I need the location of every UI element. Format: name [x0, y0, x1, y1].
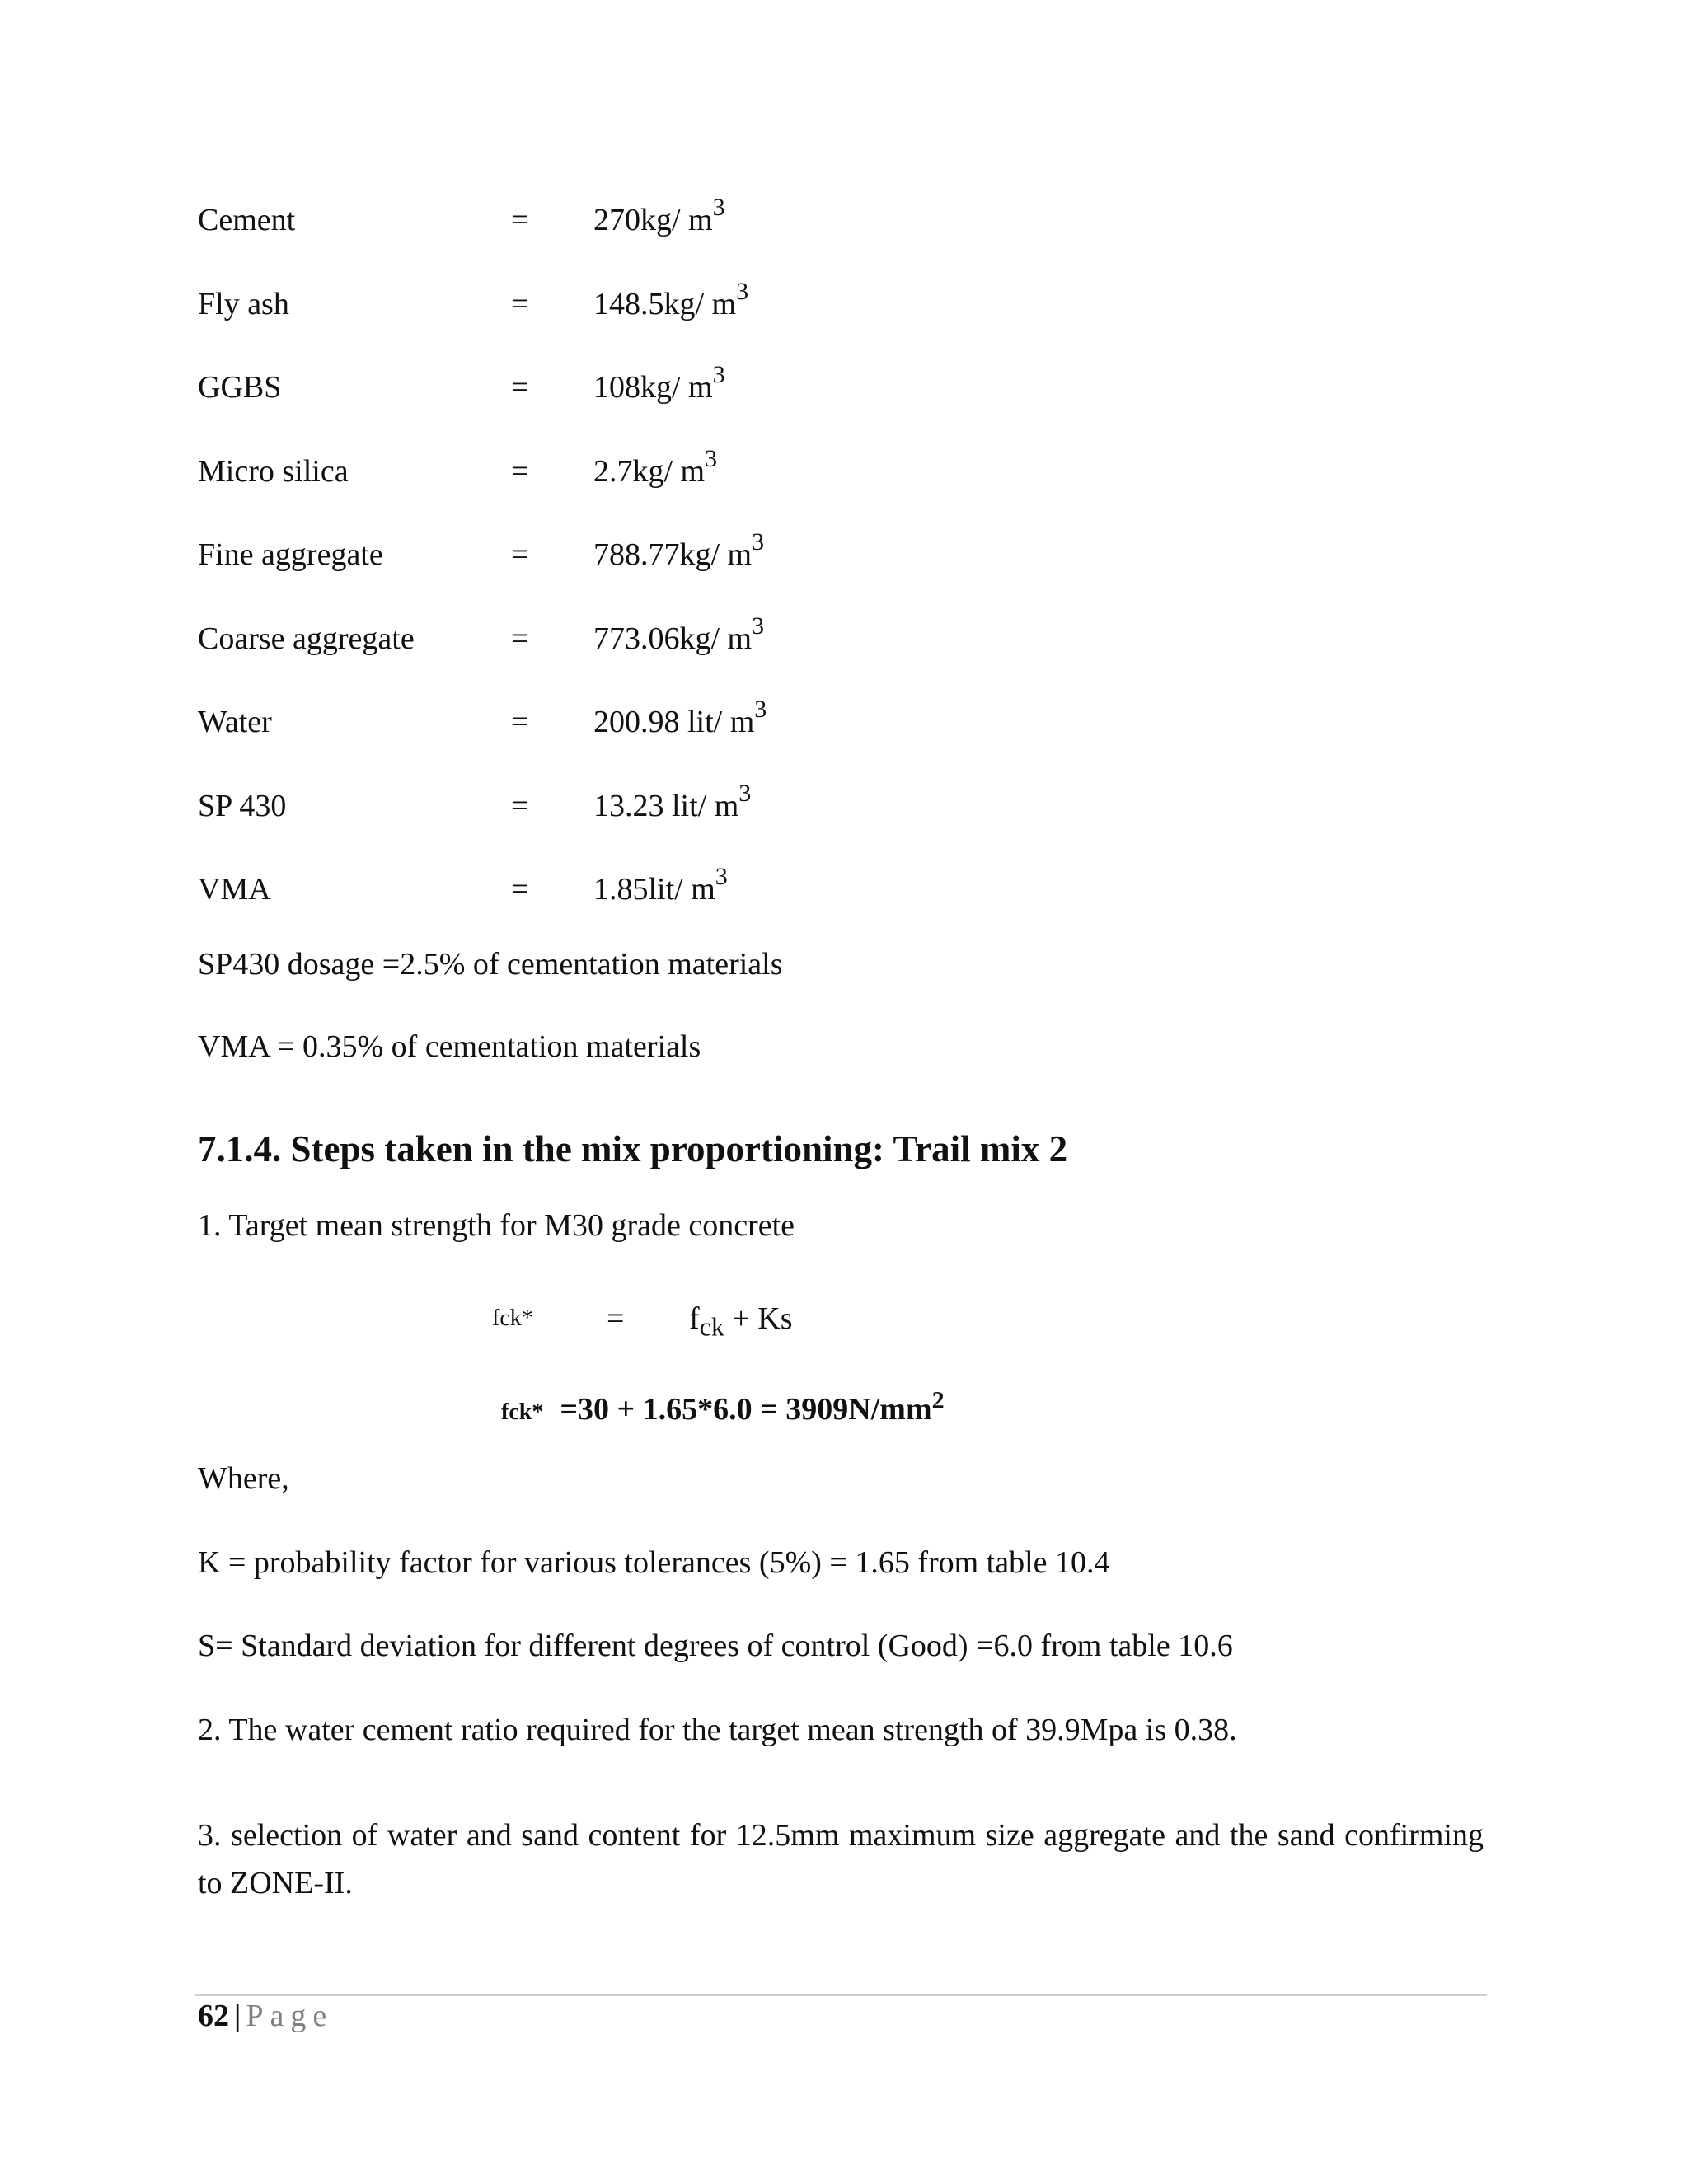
material-name: Cement: [198, 203, 296, 237]
vma-dosage-line: VMA = 0.35% of cementation materials: [198, 1029, 701, 1064]
equals-sign: =: [511, 203, 529, 237]
equals-sign: =: [511, 454, 529, 489]
material-name: SP 430: [198, 789, 287, 823]
material-value: 788.77kg/ $m^3$: [593, 528, 765, 572]
equals-sign: =: [511, 872, 529, 907]
formula-lhs: fck*: [492, 1305, 533, 1331]
material-value: 773.06kg/ $m^3$: [593, 612, 765, 656]
sp430-dosage-line: SP430 dosage =2.5% of cementation materials: [198, 947, 783, 982]
page-label: Page: [246, 1999, 334, 2033]
k-definition: K = probability factor for various tolerances (5%) = 1.65 from table 10.4: [198, 1545, 1110, 1580]
formula-lhs: fck*: [501, 1399, 544, 1425]
exponent: 3: [715, 863, 728, 891]
exponent: 3: [752, 528, 765, 556]
formula-rhs: $f_{ck} + Ks$: [689, 1301, 793, 1342]
material-name: Water: [198, 705, 272, 739]
section-heading: 7.1.4. Steps taken in the mix proportioning: Trail mix 2: [198, 1128, 1068, 1169]
exponent: 3: [705, 445, 718, 473]
material-row: [198, 437, 1517, 494]
formula-rhs: =30 + 1.65*6.0 = 3909N/mm: [560, 1392, 932, 1427]
exponent: 3: [712, 361, 725, 389]
step-3-text: 3. selection of water and sand content for 12.5mm maximum size aggregate and the sand confirming to ZONE-II.: [198, 1818, 1484, 1900]
step-2-text: 2. The water cement ratio required for the target mean strength of 39.9Mpa is 0.38.: [198, 1713, 1237, 1747]
footer-separator: |: [234, 1999, 241, 2033]
material-name: Fine aggregate: [198, 537, 383, 572]
where-label: Where,: [198, 1461, 289, 1496]
material-row: [198, 185, 1517, 243]
material-row: [198, 855, 1517, 912]
footer-divider: [195, 1994, 1487, 1996]
equals-sign: =: [511, 537, 529, 572]
equals-sign: =: [511, 370, 529, 405]
material-name: Micro silica: [198, 454, 349, 489]
equals-sign: =: [511, 789, 529, 823]
material-name: Coarse aggregate: [198, 621, 415, 656]
equals-sign: =: [511, 621, 529, 656]
material-name: GGBS: [198, 370, 282, 405]
exponent: 3: [738, 780, 752, 808]
equals-sign: =: [511, 287, 529, 321]
page-footer: [198, 1998, 333, 2034]
material-value: 13.23 lit/ $m^3$: [593, 780, 752, 823]
material-row: [198, 353, 1517, 410]
material-value: 1.85lit/ $m^3$: [593, 863, 728, 907]
material-row: [198, 687, 1517, 745]
exponent: 3: [754, 696, 767, 724]
formula-target-strength-computed: [501, 1386, 945, 1427]
equals-sign: =: [511, 705, 529, 739]
material-name: Fly ash: [198, 287, 289, 321]
material-value: 2.7kg/ $m^3$: [593, 445, 718, 489]
material-value: 270kg/ $m^3$: [593, 194, 725, 237]
s-definition: S= Standard deviation for different degrees of control (Good) =6.0 from table 10.6: [198, 1629, 1233, 1663]
material-value: 200.98 lit/ $m^3$: [593, 696, 767, 739]
material-value: 148.5kg/ $m^3$: [593, 278, 749, 321]
exponent: 3: [752, 612, 765, 640]
exponent: 3: [736, 278, 749, 306]
step-1-text: 1. Target mean strength for M30 grade concrete: [198, 1208, 795, 1243]
exponent: 3: [712, 194, 725, 222]
material-row: [198, 771, 1517, 829]
material-name: VMA: [198, 872, 271, 907]
material-value: 108kg/ $m^3$: [593, 361, 725, 405]
material-row: [198, 520, 1517, 578]
exponent: 2: [931, 1386, 945, 1414]
page-number: 62: [198, 1999, 229, 2033]
material-row: [198, 269, 1517, 327]
material-row: [198, 604, 1517, 662]
formula-equals: =: [607, 1301, 625, 1336]
